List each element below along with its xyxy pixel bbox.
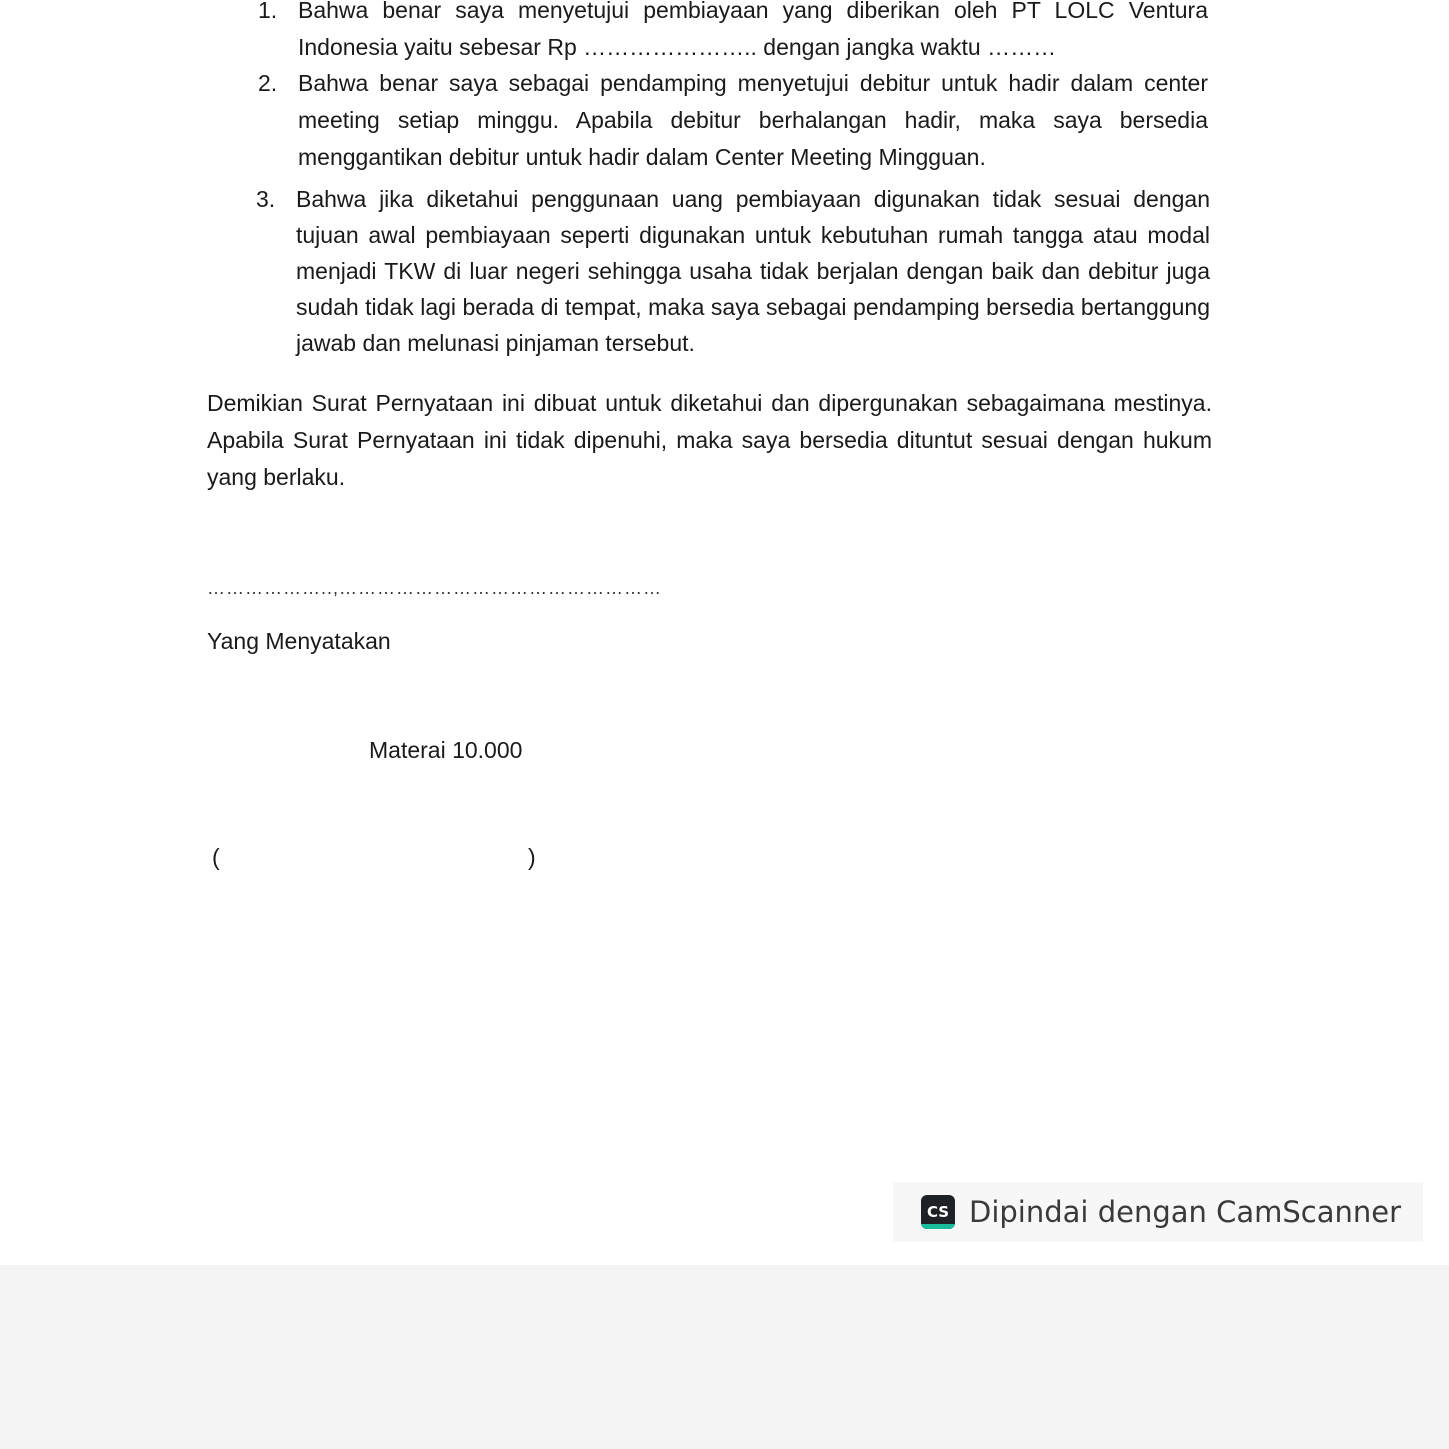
watermark-text: Dipindai dengan CamScanner: [969, 1195, 1402, 1229]
item-text: Bahwa benar saya sebagai pendamping menyetujui debitur untuk hadir dalam center meeting setiap minggu. Apabila debitur berhalangan hadir, maka saya bersedia menggantikan debitur untuk hadir dalam Center Meeting Mingguan.: [298, 70, 1208, 170]
camscanner-logo-text: CS: [926, 1203, 950, 1221]
place-date-line: ………………..,……………………………………………: [207, 578, 663, 598]
item-number: 3.: [256, 186, 276, 212]
item-text: Bahwa jika diketahui penggunaan uang pembiayaan digunakan tidak sesuai dengan tujuan awal pembiayaan seperti digunakan untuk kebutuhan rumah tangga atau modal menjadi TKW di luar negeri sehingga usaha tidak berjalan dengan baik dan debitur juga sudah tidak lagi berada di tempat, maka saya sebagai pendamping bersedia bertanggung jawab dan melunasi pinjaman tersebut.: [296, 186, 1210, 356]
camscanner-watermark: [893, 1182, 1423, 1242]
item-number: 1.: [258, 0, 278, 23]
item-number: 2.: [258, 70, 278, 96]
item-text: Bahwa benar saya menyetujui pembiayaan yang diberikan oleh PT LOLC Ventura Indonesia yaitu sebesar Rp ………………….. dengan jangka waktu ………: [298, 0, 1208, 60]
statement-item-1: [258, 0, 1208, 66]
signature-paren-close: ): [528, 844, 536, 870]
closing-paragraph: Demikian Surat Pernyataan ini dibuat untuk diketahui dan dipergunakan sebagaimana mestinya. Apabila Surat Pernyataan ini tidak dipenuhi, maka saya bersedia dituntut sesuai dengan hukum yang berlaku.: [207, 390, 1212, 490]
signature-paren-open: (: [212, 844, 220, 870]
statement-item-3: [256, 181, 1210, 361]
stamp-label: Materai 10.000: [369, 737, 523, 763]
statement-item-2: [258, 65, 1208, 176]
signer-label: Yang Menyatakan: [207, 628, 391, 654]
camscanner-logo-icon: [921, 1195, 955, 1229]
